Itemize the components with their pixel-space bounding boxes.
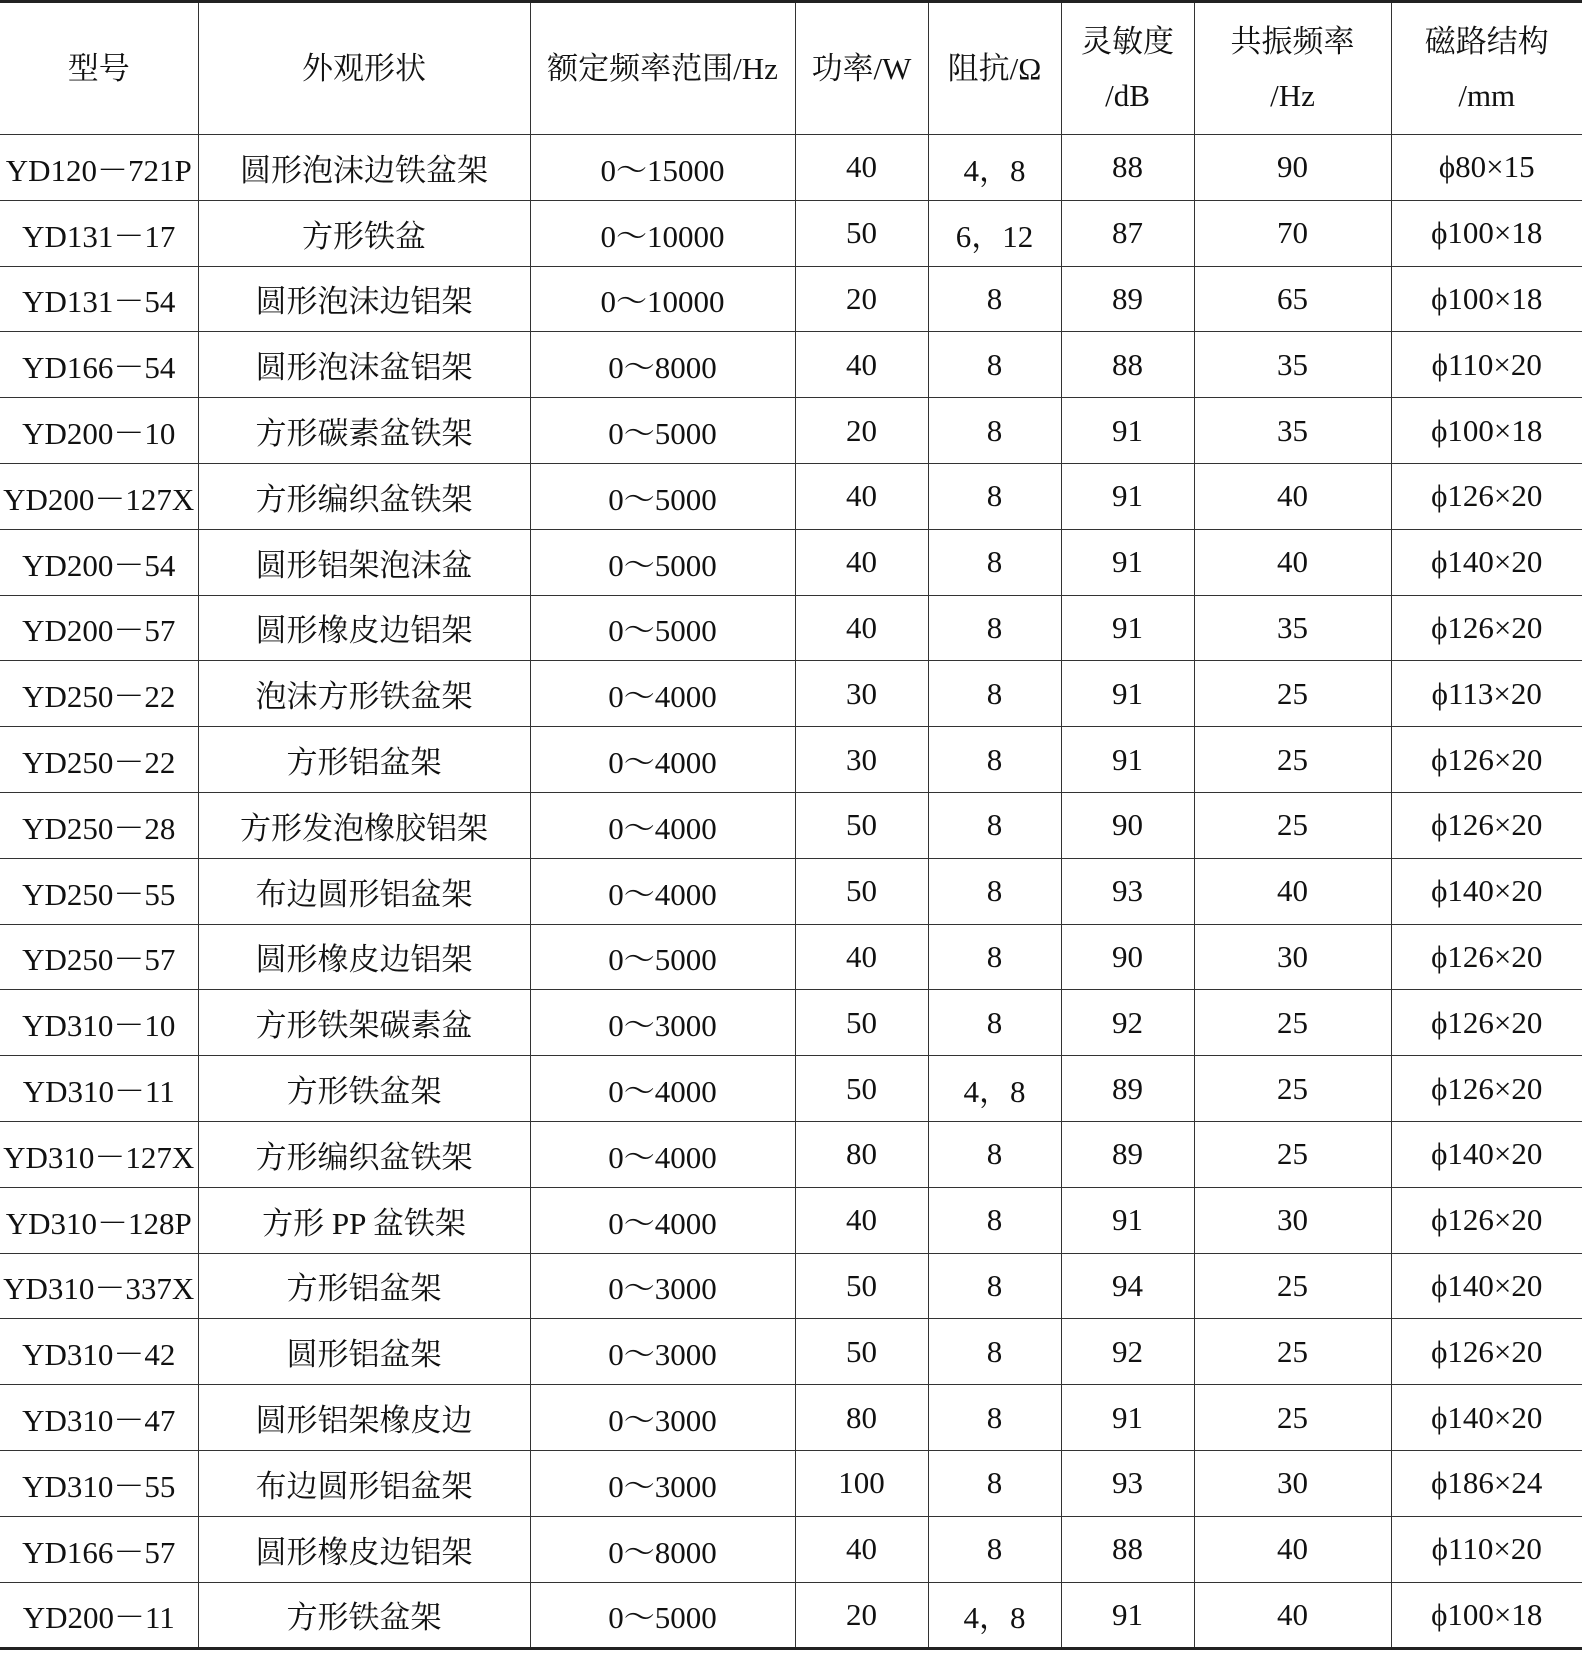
cell-resonance-frequency: 40	[1194, 529, 1391, 595]
cell-impedance: 8	[928, 529, 1061, 595]
cell-sensitivity: 87	[1061, 200, 1194, 266]
cell-magnetic-circuit: ϕ80×15	[1391, 135, 1582, 201]
cell-power: 40	[795, 1516, 928, 1582]
header-frequency-range	[530, 2, 795, 135]
cell-shape: 圆形泡沫盆铝架	[198, 332, 530, 398]
cell-impedance: 8	[928, 792, 1061, 858]
cell-magnetic-circuit: ϕ126×20	[1391, 924, 1582, 990]
cell-shape: 方形 PP 盆铁架	[198, 1187, 530, 1253]
cell-power: 40	[795, 332, 928, 398]
cell-power: 40	[795, 463, 928, 529]
cell-sensitivity: 89	[1061, 266, 1194, 332]
cell-shape: 方形铝盆架	[198, 727, 530, 793]
cell-model: YD131－54	[0, 266, 198, 332]
cell-frequency-range: 0～4000	[530, 792, 795, 858]
header-resonance-frequency-unit: /Hz	[1270, 77, 1315, 113]
header-impedance	[928, 2, 1061, 135]
table-row	[0, 595, 1582, 661]
cell-magnetic-circuit: ϕ100×18	[1391, 266, 1582, 332]
cell-impedance: 8	[928, 990, 1061, 1056]
cell-magnetic-circuit: ϕ100×18	[1391, 1582, 1582, 1649]
cell-power: 50	[795, 1319, 928, 1385]
cell-shape: 方形铁盆架	[198, 1582, 530, 1649]
cell-resonance-frequency: 25	[1194, 661, 1391, 727]
cell-impedance: 8	[928, 1187, 1061, 1253]
cell-power: 80	[795, 1385, 928, 1451]
header-magnetic-circuit	[1391, 2, 1582, 135]
cell-resonance-frequency: 35	[1194, 595, 1391, 661]
cell-impedance: 8	[928, 1253, 1061, 1319]
cell-model: YD310－127X	[0, 1121, 198, 1187]
cell-model: YD166－54	[0, 332, 198, 398]
cell-sensitivity: 91	[1061, 463, 1194, 529]
cell-frequency-range: 0～5000	[530, 1582, 795, 1649]
cell-sensitivity: 91	[1061, 529, 1194, 595]
table-row	[0, 792, 1582, 858]
header-frequency-range-label: 额定频率范围/Hz	[547, 50, 778, 86]
cell-magnetic-circuit: ϕ126×20	[1391, 727, 1582, 793]
cell-model: YD250－22	[0, 727, 198, 793]
cell-sensitivity: 93	[1061, 1450, 1194, 1516]
cell-impedance: 6，12	[928, 200, 1061, 266]
cell-model: YD200－54	[0, 529, 198, 595]
cell-impedance: 8	[928, 463, 1061, 529]
table-row	[0, 463, 1582, 529]
table-header	[0, 2, 1582, 135]
cell-model: YD131－17	[0, 200, 198, 266]
cell-frequency-range: 0～15000	[530, 135, 795, 201]
cell-power: 50	[795, 200, 928, 266]
cell-resonance-frequency: 40	[1194, 858, 1391, 924]
cell-impedance: 8	[928, 858, 1061, 924]
cell-resonance-frequency: 70	[1194, 200, 1391, 266]
cell-frequency-range: 0～8000	[530, 332, 795, 398]
table-row	[0, 1319, 1582, 1385]
cell-resonance-frequency: 25	[1194, 1121, 1391, 1187]
table-row	[0, 661, 1582, 727]
cell-frequency-range: 0～8000	[530, 1516, 795, 1582]
header-magnetic-circuit-unit: /mm	[1458, 77, 1516, 113]
cell-power: 40	[795, 1187, 928, 1253]
cell-magnetic-circuit: ϕ110×20	[1391, 1516, 1582, 1582]
cell-magnetic-circuit: ϕ126×20	[1391, 990, 1582, 1056]
cell-magnetic-circuit: ϕ110×20	[1391, 332, 1582, 398]
cell-impedance: 8	[928, 1385, 1061, 1451]
cell-resonance-frequency: 25	[1194, 1056, 1391, 1122]
cell-power: 20	[795, 1582, 928, 1649]
cell-impedance: 8	[928, 1121, 1061, 1187]
cell-power: 40	[795, 135, 928, 201]
cell-frequency-range: 0～5000	[530, 595, 795, 661]
cell-resonance-frequency: 40	[1194, 1582, 1391, 1649]
cell-resonance-frequency: 30	[1194, 1187, 1391, 1253]
header-magnetic-circuit-label: 磁路结构	[1424, 23, 1549, 59]
cell-resonance-frequency: 25	[1194, 1253, 1391, 1319]
cell-resonance-frequency: 90	[1194, 135, 1391, 201]
cell-shape: 方形编织盆铁架	[198, 463, 530, 529]
table-body	[0, 135, 1582, 1649]
cell-resonance-frequency: 30	[1194, 1450, 1391, 1516]
cell-frequency-range: 0～5000	[530, 398, 795, 464]
cell-impedance: 4，8	[928, 135, 1061, 201]
cell-magnetic-circuit: ϕ186×24	[1391, 1450, 1582, 1516]
cell-shape: 方形碳素盆铁架	[198, 398, 530, 464]
header-impedance-label: 阻抗/Ω	[947, 50, 1042, 86]
cell-frequency-range: 0～4000	[530, 727, 795, 793]
cell-sensitivity: 90	[1061, 792, 1194, 858]
cell-magnetic-circuit: ϕ113×20	[1391, 661, 1582, 727]
cell-shape: 圆形橡皮边铝架	[198, 1516, 530, 1582]
cell-shape: 布边圆形铝盆架	[198, 1450, 530, 1516]
table-row	[0, 200, 1582, 266]
cell-sensitivity: 90	[1061, 924, 1194, 990]
cell-frequency-range: 0～4000	[530, 858, 795, 924]
header-resonance-frequency-label: 共振频率	[1230, 23, 1355, 59]
cell-sensitivity: 91	[1061, 595, 1194, 661]
cell-frequency-range: 0～3000	[530, 1253, 795, 1319]
table-row	[0, 1121, 1582, 1187]
table-row	[0, 266, 1582, 332]
cell-frequency-range: 0～5000	[530, 529, 795, 595]
header-power-label: 功率/W	[811, 50, 912, 86]
cell-model: YD250－55	[0, 858, 198, 924]
table-row	[0, 1582, 1582, 1649]
cell-shape: 方形编织盆铁架	[198, 1121, 530, 1187]
cell-model: YD250－28	[0, 792, 198, 858]
cell-frequency-range: 0～3000	[530, 990, 795, 1056]
cell-model: YD166－57	[0, 1516, 198, 1582]
cell-magnetic-circuit: ϕ126×20	[1391, 1056, 1582, 1122]
cell-power: 50	[795, 792, 928, 858]
cell-shape: 方形铁架碳素盆	[198, 990, 530, 1056]
cell-sensitivity: 89	[1061, 1121, 1194, 1187]
cell-resonance-frequency: 40	[1194, 1516, 1391, 1582]
cell-resonance-frequency: 25	[1194, 727, 1391, 793]
cell-impedance: 4，8	[928, 1056, 1061, 1122]
cell-impedance: 8	[928, 332, 1061, 398]
cell-shape: 布边圆形铝盆架	[198, 858, 530, 924]
table-row	[0, 398, 1582, 464]
cell-resonance-frequency: 25	[1194, 1319, 1391, 1385]
cell-sensitivity: 91	[1061, 398, 1194, 464]
cell-frequency-range: 0～4000	[530, 1056, 795, 1122]
table-row	[0, 858, 1582, 924]
cell-magnetic-circuit: ϕ100×18	[1391, 200, 1582, 266]
cell-shape: 圆形泡沫边铁盆架	[198, 135, 530, 201]
cell-sensitivity: 91	[1061, 1187, 1194, 1253]
cell-impedance: 8	[928, 1450, 1061, 1516]
cell-sensitivity: 88	[1061, 1516, 1194, 1582]
table-row	[0, 135, 1582, 201]
cell-impedance: 8	[928, 1516, 1061, 1582]
cell-sensitivity: 94	[1061, 1253, 1194, 1319]
header-model	[0, 2, 198, 135]
cell-power: 40	[795, 924, 928, 990]
cell-resonance-frequency: 40	[1194, 463, 1391, 529]
cell-sensitivity: 88	[1061, 135, 1194, 201]
cell-model: YD250－57	[0, 924, 198, 990]
header-sensitivity-unit: /dB	[1105, 77, 1150, 113]
cell-magnetic-circuit: ϕ100×18	[1391, 398, 1582, 464]
cell-magnetic-circuit: ϕ140×20	[1391, 1385, 1582, 1451]
table-row	[0, 1253, 1582, 1319]
header-sensitivity	[1061, 2, 1194, 135]
cell-frequency-range: 0～4000	[530, 661, 795, 727]
table-row	[0, 332, 1582, 398]
cell-impedance: 8	[928, 398, 1061, 464]
cell-model: YD200－57	[0, 595, 198, 661]
cell-magnetic-circuit: ϕ126×20	[1391, 792, 1582, 858]
cell-resonance-frequency: 35	[1194, 332, 1391, 398]
cell-magnetic-circuit: ϕ140×20	[1391, 858, 1582, 924]
header-sensitivity-label: 灵敏度	[1081, 23, 1174, 59]
cell-shape: 方形铁盆	[198, 200, 530, 266]
cell-sensitivity: 91	[1061, 661, 1194, 727]
cell-sensitivity: 92	[1061, 990, 1194, 1056]
cell-shape: 泡沫方形铁盆架	[198, 661, 530, 727]
table-row	[0, 924, 1582, 990]
cell-power: 20	[795, 398, 928, 464]
cell-shape: 圆形泡沫边铝架	[198, 266, 530, 332]
cell-model: YD200－11	[0, 1582, 198, 1649]
cell-sensitivity: 91	[1061, 1385, 1194, 1451]
cell-model: YD310－337X	[0, 1253, 198, 1319]
table-row	[0, 1450, 1582, 1516]
cell-magnetic-circuit: ϕ126×20	[1391, 1319, 1582, 1385]
table-row	[0, 1385, 1582, 1451]
cell-sensitivity: 91	[1061, 727, 1194, 793]
cell-frequency-range: 0～4000	[530, 1121, 795, 1187]
cell-frequency-range: 0～5000	[530, 924, 795, 990]
cell-magnetic-circuit: ϕ126×20	[1391, 463, 1582, 529]
cell-resonance-frequency: 25	[1194, 792, 1391, 858]
cell-sensitivity: 89	[1061, 1056, 1194, 1122]
cell-impedance: 8	[928, 661, 1061, 727]
cell-resonance-frequency: 65	[1194, 266, 1391, 332]
cell-model: YD310－11	[0, 1056, 198, 1122]
header-shape-label: 外观形状	[302, 50, 426, 86]
cell-model: YD310－128P	[0, 1187, 198, 1253]
table-row	[0, 1056, 1582, 1122]
cell-resonance-frequency: 25	[1194, 1385, 1391, 1451]
cell-power: 50	[795, 1253, 928, 1319]
cell-magnetic-circuit: ϕ140×20	[1391, 1121, 1582, 1187]
header-resonance-frequency	[1194, 2, 1391, 135]
cell-power: 80	[795, 1121, 928, 1187]
cell-power: 50	[795, 858, 928, 924]
cell-model: YD120－721P	[0, 135, 198, 201]
cell-frequency-range: 0～3000	[530, 1319, 795, 1385]
cell-resonance-frequency: 30	[1194, 924, 1391, 990]
cell-model: YD310－10	[0, 990, 198, 1056]
cell-sensitivity: 88	[1061, 332, 1194, 398]
cell-impedance: 8	[928, 924, 1061, 990]
cell-frequency-range: 0～10000	[530, 200, 795, 266]
cell-model: YD250－22	[0, 661, 198, 727]
table-row	[0, 990, 1582, 1056]
cell-shape: 圆形铝架橡皮边	[198, 1385, 530, 1451]
table-row	[0, 1187, 1582, 1253]
cell-power: 20	[795, 266, 928, 332]
cell-model: YD310－47	[0, 1385, 198, 1451]
header-power	[795, 2, 928, 135]
cell-impedance: 8	[928, 595, 1061, 661]
cell-model: YD200－10	[0, 398, 198, 464]
cell-magnetic-circuit: ϕ126×20	[1391, 1187, 1582, 1253]
cell-frequency-range: 0～5000	[530, 463, 795, 529]
cell-power: 50	[795, 990, 928, 1056]
cell-frequency-range: 0～10000	[530, 266, 795, 332]
cell-magnetic-circuit: ϕ126×20	[1391, 595, 1582, 661]
cell-sensitivity: 93	[1061, 858, 1194, 924]
cell-power: 30	[795, 727, 928, 793]
cell-magnetic-circuit: ϕ140×20	[1391, 529, 1582, 595]
cell-power: 40	[795, 595, 928, 661]
cell-frequency-range: 0～3000	[530, 1450, 795, 1516]
cell-magnetic-circuit: ϕ140×20	[1391, 1253, 1582, 1319]
cell-model: YD200－127X	[0, 463, 198, 529]
cell-shape: 圆形橡皮边铝架	[198, 595, 530, 661]
cell-frequency-range: 0～3000	[530, 1385, 795, 1451]
table-row	[0, 1516, 1582, 1582]
cell-shape: 方形铝盆架	[198, 1253, 530, 1319]
cell-sensitivity: 91	[1061, 1582, 1194, 1649]
cell-model: YD310－55	[0, 1450, 198, 1516]
cell-model: YD310－42	[0, 1319, 198, 1385]
table-row	[0, 529, 1582, 595]
header-shape	[198, 2, 530, 135]
cell-impedance: 8	[928, 727, 1061, 793]
cell-shape: 圆形橡皮边铝架	[198, 924, 530, 990]
cell-power: 100	[795, 1450, 928, 1516]
cell-power: 30	[795, 661, 928, 727]
cell-power: 50	[795, 1056, 928, 1122]
cell-sensitivity: 92	[1061, 1319, 1194, 1385]
cell-shape: 圆形铝架泡沫盆	[198, 529, 530, 595]
cell-shape: 圆形铝盆架	[198, 1319, 530, 1385]
header-model-label: 型号	[67, 50, 130, 86]
table-row	[0, 727, 1582, 793]
cell-resonance-frequency: 35	[1194, 398, 1391, 464]
cell-frequency-range: 0～4000	[530, 1187, 795, 1253]
cell-impedance: 8	[928, 266, 1061, 332]
cell-impedance: 4，8	[928, 1582, 1061, 1649]
cell-shape: 方形铁盆架	[198, 1056, 530, 1122]
cell-resonance-frequency: 25	[1194, 990, 1391, 1056]
header-row	[0, 2, 1582, 135]
cell-power: 40	[795, 529, 928, 595]
cell-impedance: 8	[928, 1319, 1061, 1385]
cell-shape: 方形发泡橡胶铝架	[198, 792, 530, 858]
